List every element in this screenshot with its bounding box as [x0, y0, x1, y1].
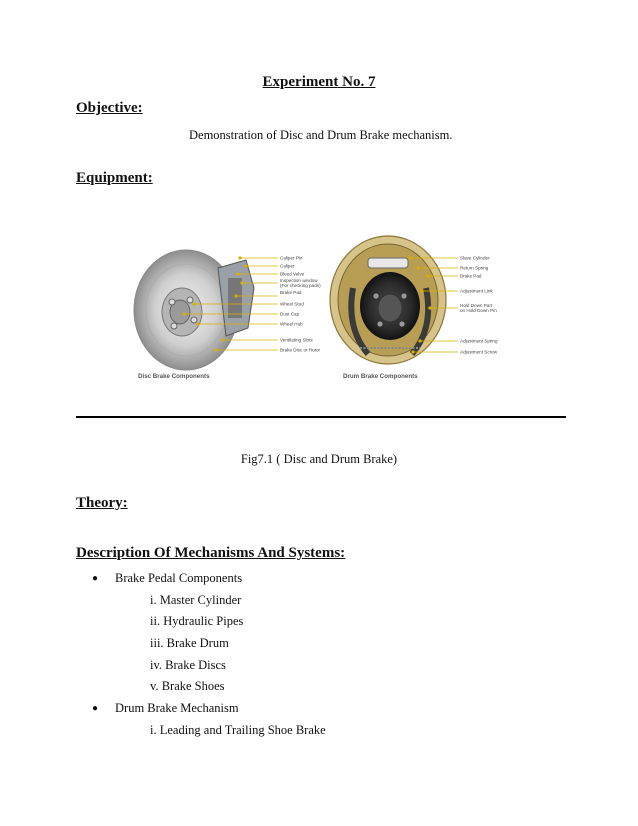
disc-label: Wheel Hub	[280, 321, 303, 327]
disc-label: Ventilating Slots	[280, 337, 313, 343]
description-heading: Description Of Mechanisms And Systems:	[76, 545, 346, 561]
drum-caption: Drum Brake Components	[343, 373, 418, 380]
theory-heading: Theory:	[76, 495, 128, 511]
disc-label: Wheel Stud	[280, 301, 304, 307]
drum-label: Return Spring	[460, 265, 489, 271]
list-item: i. Master Cylinder	[150, 593, 242, 607]
bullet-icon: ●	[92, 573, 99, 584]
list-item: iii. Brake Drum	[150, 636, 229, 650]
equipment-heading: Equipment:	[76, 170, 153, 186]
disc-label: Brake Disc or Rotor	[280, 347, 321, 353]
disc-label: Inspection window	[280, 278, 318, 283]
drum-label: Hold Down Part	[460, 303, 493, 308]
drum-brake-drawing	[330, 236, 446, 364]
drum-label: Adjustment Link	[460, 288, 493, 294]
list-item: v. Brake Shoes	[150, 679, 225, 693]
brake-illustration	[128, 228, 513, 386]
disc-label: Caliper	[280, 263, 295, 269]
drum-label: on Hold Down Pin	[460, 308, 497, 313]
disc-caption: Disc Brake Components	[138, 373, 210, 380]
figure-caption: Fig7.1 ( Disc and Drum Brake)	[240, 452, 398, 466]
list-item: ii. Hydraulic Pipes	[150, 614, 244, 628]
disc-label: Bleed Valve	[280, 271, 305, 277]
objective-heading: Objective:	[76, 100, 143, 116]
disc-label: (For checking pads)	[280, 283, 321, 288]
disc-label: Brake Pad	[280, 290, 302, 295]
list-item: iv. Brake Discs	[150, 658, 226, 672]
brake-figure	[128, 228, 513, 386]
disc-label: Caliper Pin	[280, 255, 303, 261]
bullet-icon: ●	[92, 703, 99, 714]
list-item: i. Leading and Trailing Shoe Brake	[150, 723, 326, 737]
drum-label: Brake Pad	[460, 273, 482, 279]
drum-label: Adjustment Spring	[460, 338, 498, 344]
disc-label: Dust Cap	[280, 311, 300, 317]
drum-label: Adjustment Screw	[460, 349, 498, 355]
bullet-label: Brake Pedal Components	[115, 571, 243, 585]
bullet-label: Drum Brake Mechanism	[115, 701, 239, 715]
horizontal-rule	[76, 416, 566, 418]
page-title: Experiment No. 7	[262, 74, 376, 90]
drum-label: Slave Cylinder	[460, 255, 490, 261]
disc-brake-drawing	[134, 250, 254, 370]
objective-text: Demonstration of Disc and Drum Brake mechanism.	[189, 128, 453, 142]
